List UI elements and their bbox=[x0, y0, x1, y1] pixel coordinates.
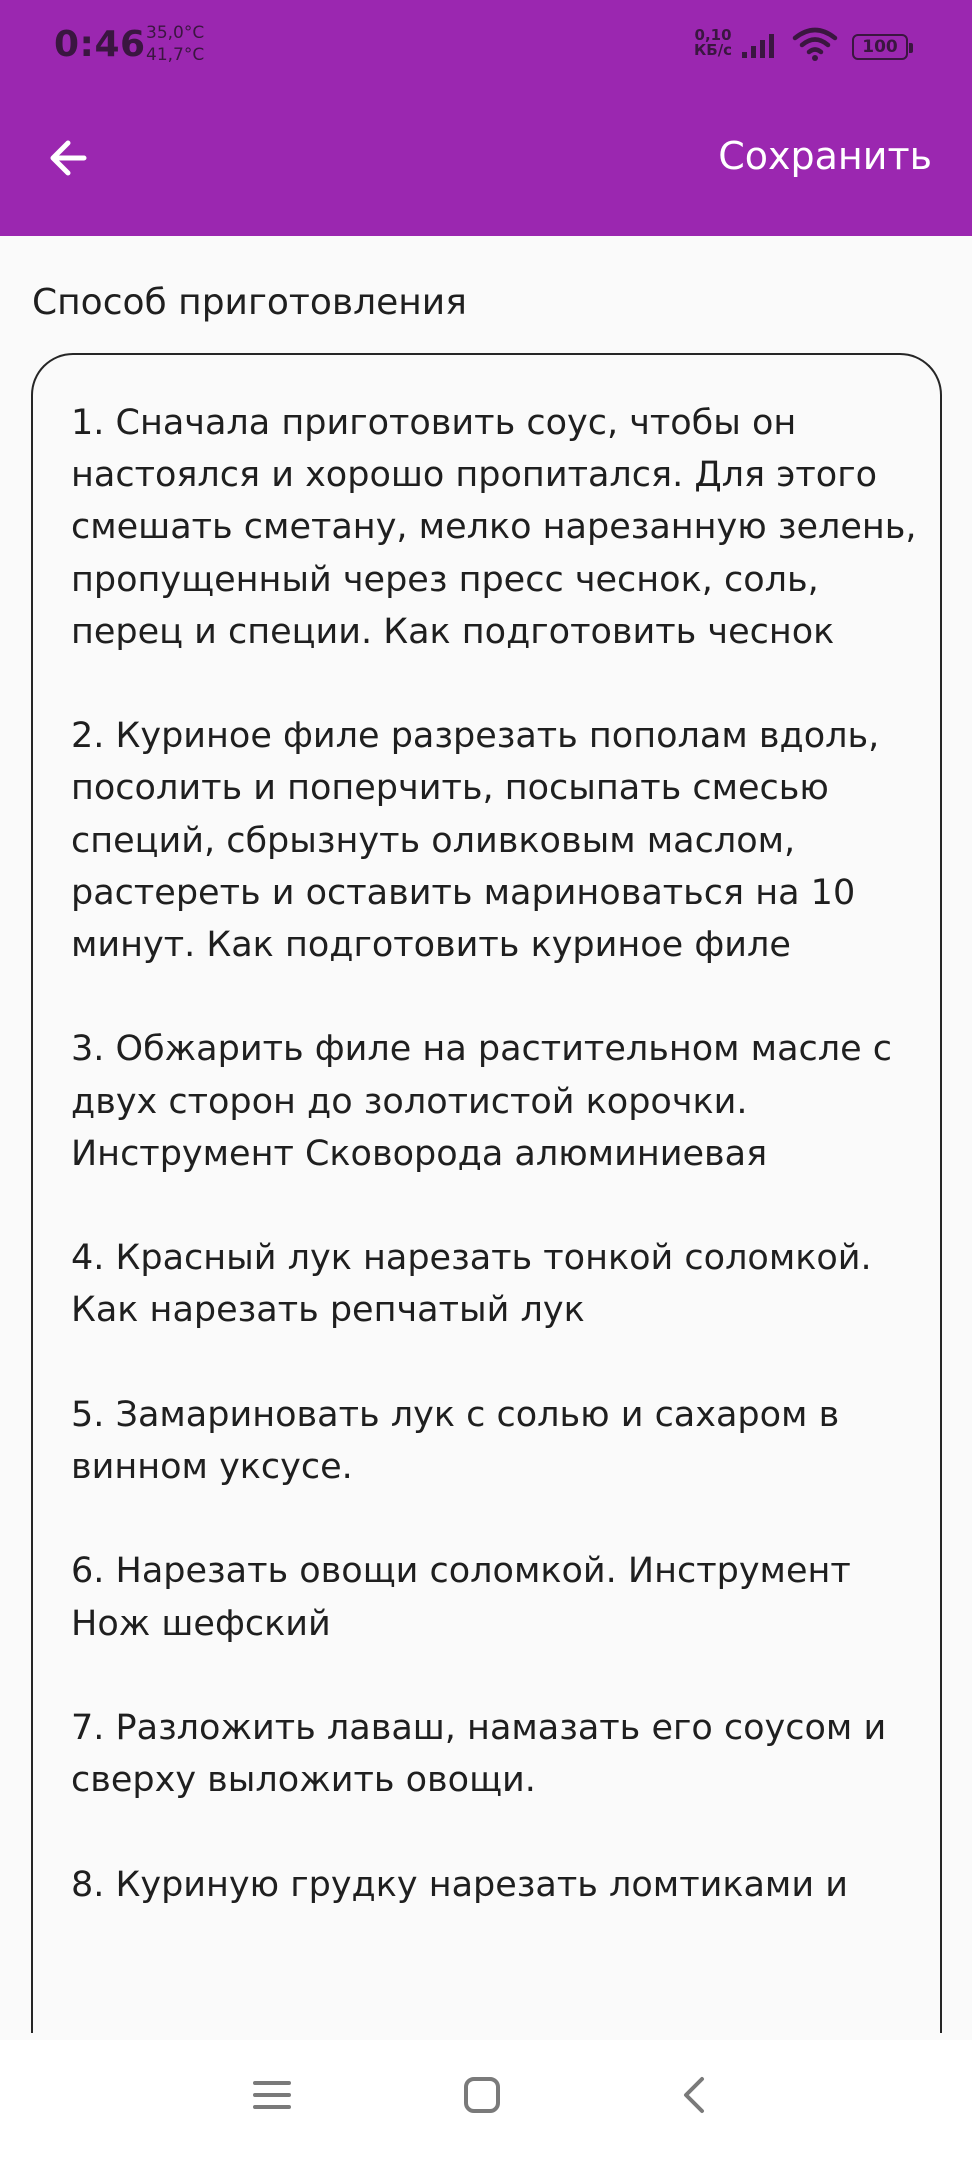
status-temperatures bbox=[146, 22, 204, 66]
method-label: Способ приготовления bbox=[32, 282, 467, 323]
back-arrow-icon[interactable] bbox=[40, 128, 100, 188]
battery-indicator bbox=[852, 34, 908, 60]
save-button[interactable]: Сохранить bbox=[718, 134, 932, 178]
wifi-icon bbox=[792, 26, 838, 62]
status-time: 0:46 bbox=[54, 24, 146, 65]
home-square-icon[interactable] bbox=[462, 2075, 502, 2115]
network-speed bbox=[694, 28, 732, 58]
app-bar bbox=[0, 0, 972, 236]
battery-level: 100 bbox=[862, 37, 898, 57]
method-text-field[interactable] bbox=[31, 353, 942, 2033]
back-chevron-icon[interactable] bbox=[676, 2075, 716, 2115]
signal-icon bbox=[742, 30, 782, 58]
network-speed-unit: КБ/с bbox=[694, 41, 733, 59]
network-speed-value: 0,10 bbox=[694, 26, 732, 44]
method-text[interactable]: 1. Сначала приготовить соус, чтобы он настоялся и хорошо пропитался. Для этого смешать сметану, мелко нарезанную зелень, пропущенный через пресс чеснок, соль, перец и специи. Как подготовить чеснок 2. Куриное филе разрезать пополам вдоль, посолить и поперчить, посыпать смесью специй, сбрызнуть оливковым маслом, растереть и оставить мариноваться на 10 минут. Как подготовить куриное филе 3. Обжарить филе на растительном масле с двух сторон до золотистой корочки. Инструмент Сковорода алюминиевая 4. Красный лук нарезать тонкой соломкой. Как нарезать репчатый лук 5. Замариновать лук с солью и сахаром в винном уксусе. 6. Нарезать овощи соломкой. Инструмент Нож шефский 7. Разложить лаваш, намазать его соусом и сверху выложить овощи. 8. Куриную грудку нарезать ломтиками и bbox=[71, 403, 917, 1905]
temperature-2: 41,7°C bbox=[146, 45, 205, 65]
status-bar bbox=[0, 0, 972, 96]
temperature-1: 35,0°C bbox=[146, 23, 205, 43]
menu-icon[interactable] bbox=[252, 2075, 292, 2115]
